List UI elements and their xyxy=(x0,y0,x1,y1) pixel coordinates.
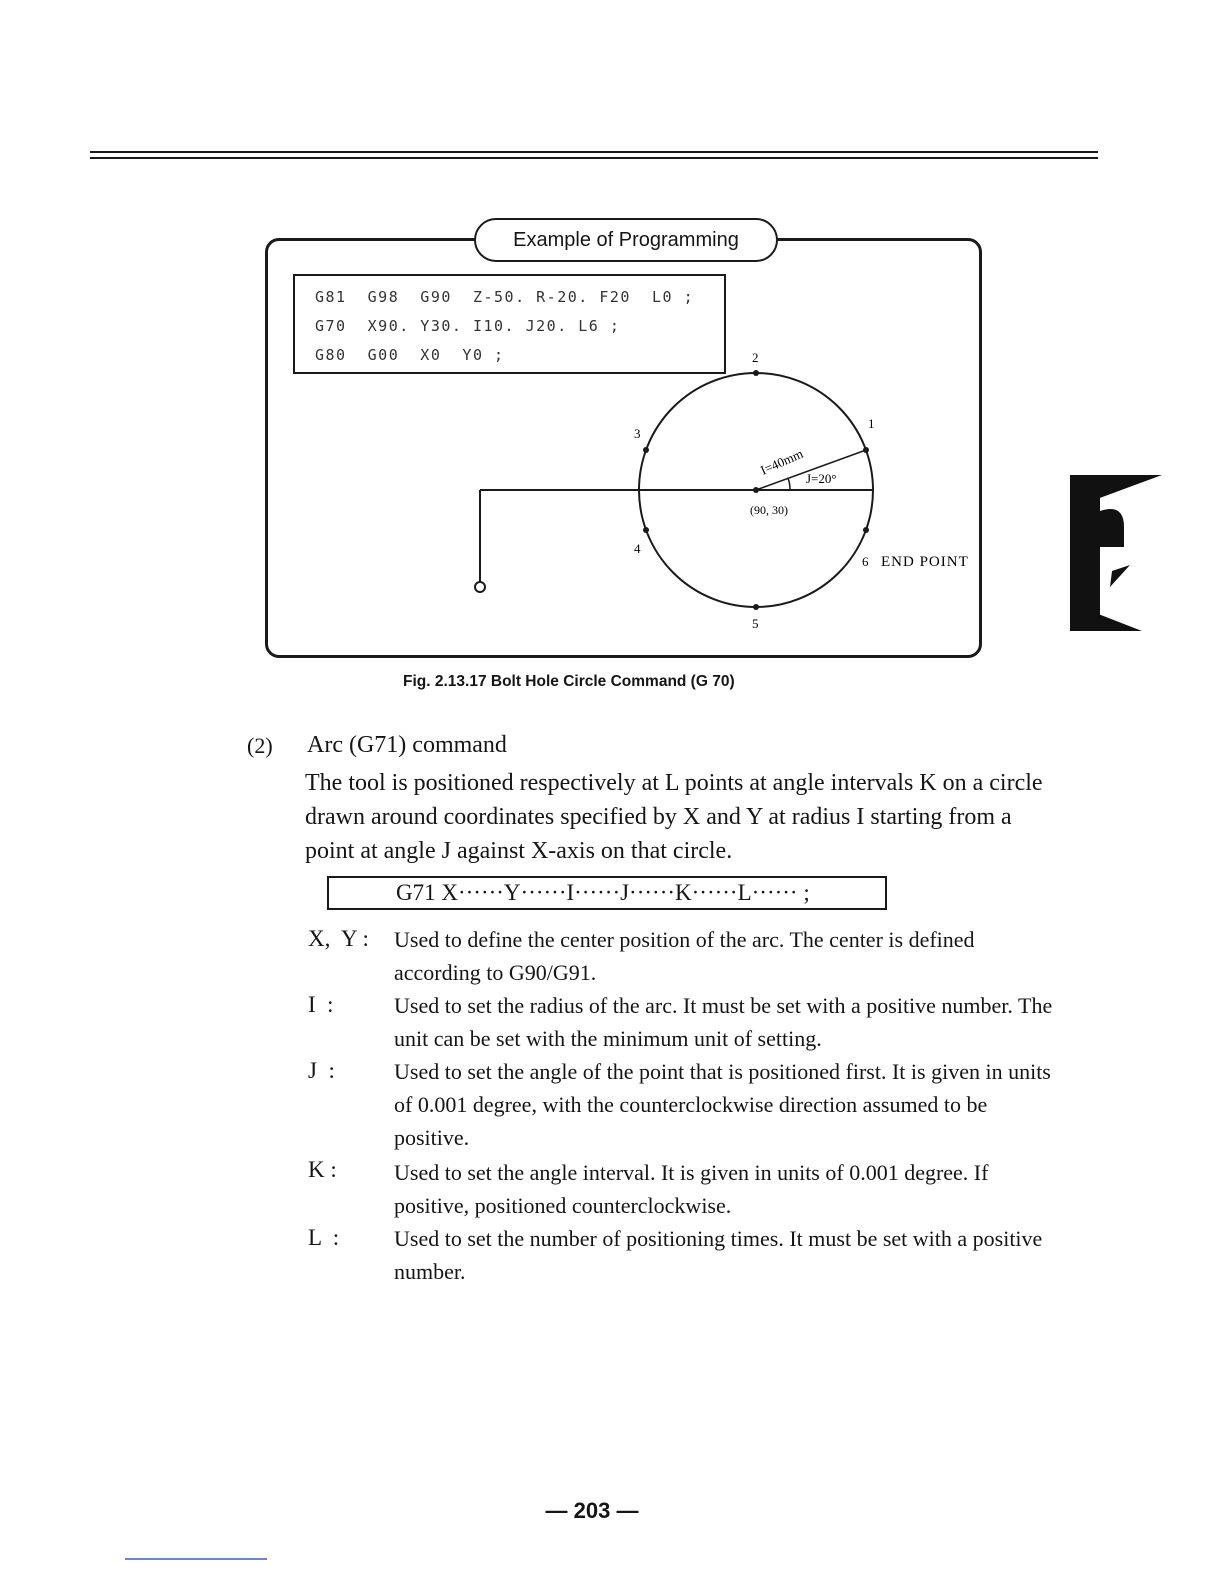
param-desc-i: Used to set the radius of the arc. It must be set with a positive number. The unit can be set with the minimum unit of setting. xyxy=(394,993,1053,1051)
footer-link-line xyxy=(125,1558,267,1560)
figure-title: Example of Programming xyxy=(474,218,778,262)
radius-label: I=40mm xyxy=(758,445,806,478)
center-label: (90, 30) xyxy=(750,503,788,517)
bolt-hole-diagram xyxy=(0,0,1224,700)
hole-2 xyxy=(753,370,759,376)
label-3: 3 xyxy=(634,426,641,441)
hole-6 xyxy=(863,527,869,533)
param-label-l: L : xyxy=(308,1225,340,1250)
param-label-k: K : xyxy=(308,1157,337,1182)
param-desc-l: Used to set the number of positioning times. It must be set with a positive number. xyxy=(394,1226,1043,1284)
param-desc-xy: Used to define the center position of the arc. The center is defined according to G90/G91. xyxy=(394,927,975,985)
label-6: 6 xyxy=(862,554,869,569)
code-line-2: G70 X90. Y30. I10. J20. L6 ; xyxy=(315,317,621,335)
figure-caption: Fig. 2.13.17 Bolt Hole Circle Command (G 70) xyxy=(403,673,735,690)
start-point-marker xyxy=(475,582,485,592)
hole-4 xyxy=(643,527,649,533)
hole-3 xyxy=(643,447,649,453)
section-number: (2) xyxy=(247,733,273,758)
end-point-label: END POINT xyxy=(881,554,969,570)
param-label-xy: X, Y : xyxy=(308,926,369,951)
param-label-i: I : xyxy=(308,992,334,1017)
hole-5 xyxy=(753,604,759,610)
section-body: The tool is positioned respectively at L points at angle intervals K on a circle drawn around coordinates specified by X and Y at radius I starting from a point at angle J against X-axis on that circle. xyxy=(305,770,1043,864)
code-line-1: G81 G98 G90 Z-50. R-20. F20 L0 ; xyxy=(315,288,695,306)
label-4: 4 xyxy=(634,541,641,556)
label-5: 5 xyxy=(752,616,759,631)
section-title: Arc (G71) command xyxy=(307,732,507,758)
g71-syntax-box: G71 X······Y······I······J······K······L······ ; xyxy=(327,876,887,910)
code-line-3: G80 G00 X0 Y0 ; xyxy=(315,346,505,364)
param-desc-k: Used to set the angle interval. It is given in units of 0.001 degree. If positive, positioned counterclockwise. xyxy=(394,1160,989,1218)
angle-arc xyxy=(788,478,790,490)
hole-1 xyxy=(863,447,869,453)
center-point xyxy=(753,487,759,493)
label-2: 2 xyxy=(752,350,759,365)
label-1: 1 xyxy=(868,416,875,431)
param-desc-j: Used to set the angle of the point that is positioned first. It is given in units of 0.001 degree, with the counterclockwise direction assumed to be positive. xyxy=(394,1059,1051,1150)
param-label-j: J : xyxy=(308,1058,335,1083)
page-number: — 203 — xyxy=(545,1498,639,1523)
angle-label: J=20° xyxy=(806,471,837,486)
